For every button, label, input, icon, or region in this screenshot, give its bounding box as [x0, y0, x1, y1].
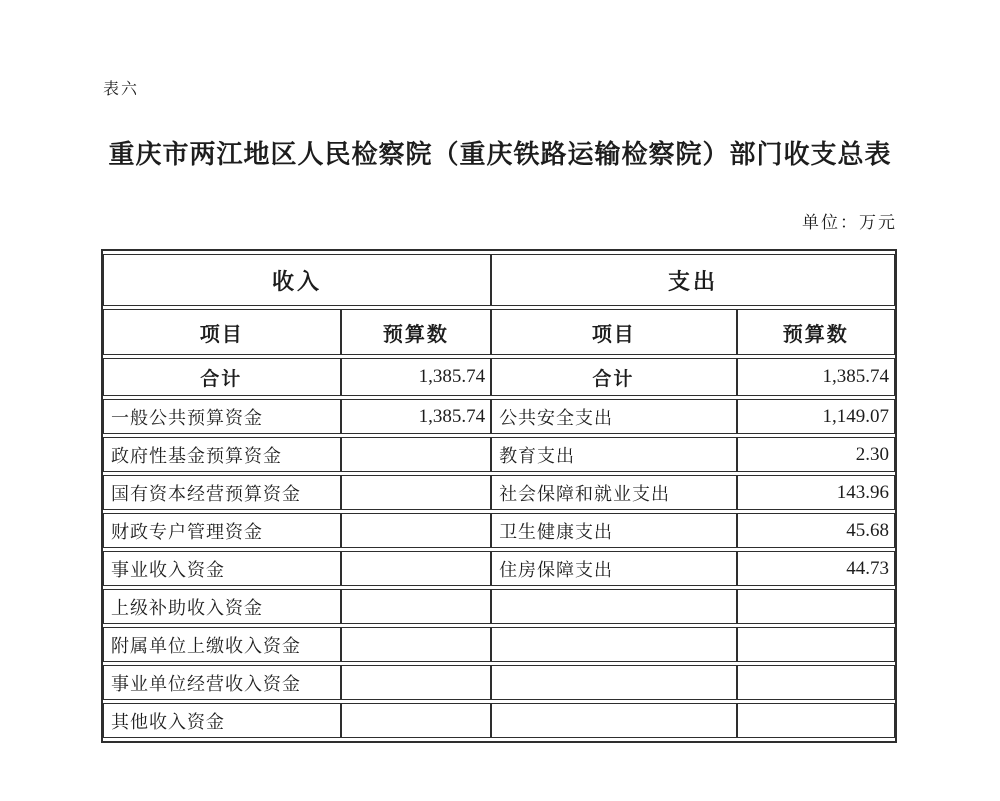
expense-item-header: 项目 [491, 309, 737, 355]
income-item-cell: 国有资本经营预算资金 [103, 475, 341, 510]
income-budget-cell [341, 665, 491, 700]
budget-table [101, 249, 897, 743]
income-item-cell: 附属单位上缴收入资金 [103, 627, 341, 662]
table-row [103, 475, 895, 510]
income-budget-cell [341, 627, 491, 662]
income-budget-cell [341, 437, 491, 472]
expense-budget-cell: 1,149.07 [737, 399, 895, 434]
expense-item-cell: 卫生健康支出 [491, 513, 737, 548]
expense-item-cell: 公共安全支出 [491, 399, 737, 434]
column-header-row [103, 309, 895, 355]
expense-item-cell: 教育支出 [491, 437, 737, 472]
table-row [103, 551, 895, 586]
income-item-cell: 事业单位经营收入资金 [103, 665, 341, 700]
expense-section-header: 支出 [491, 254, 895, 306]
expense-budget-cell: 1,385.74 [737, 358, 895, 396]
income-item-cell: 其他收入资金 [103, 703, 341, 738]
section-header-row [103, 254, 895, 306]
income-budget-cell [341, 703, 491, 738]
income-budget-cell [341, 475, 491, 510]
expense-budget-cell [737, 589, 895, 624]
income-budget-cell [341, 589, 491, 624]
page-title: 重庆市两江地区人民检察院（重庆铁路运输检察院）部门收支总表 [108, 140, 892, 169]
expense-budget-cell [737, 703, 895, 738]
table-row [103, 437, 895, 472]
expense-item-cell [491, 589, 737, 624]
income-budget-cell: 1,385.74 [341, 399, 491, 434]
expense-budget-header: 预算数 [737, 309, 895, 355]
table-row [103, 627, 895, 662]
expense-budget-cell: 2.30 [737, 437, 895, 472]
expense-item-cell [491, 665, 737, 700]
income-budget-cell [341, 513, 491, 548]
income-section-header: 收入 [103, 254, 491, 306]
income-budget-header: 预算数 [341, 309, 491, 355]
income-budget-cell [341, 551, 491, 586]
table-row [103, 513, 895, 548]
income-budget-cell: 1,385.74 [341, 358, 491, 396]
expense-item-cell [491, 627, 737, 662]
table-row [103, 399, 895, 434]
expense-budget-cell [737, 665, 895, 700]
income-item-cell: 财政专户管理资金 [103, 513, 341, 548]
expense-budget-cell [737, 627, 895, 662]
table-row [103, 703, 895, 738]
income-item-header: 项目 [103, 309, 341, 355]
income-item-cell: 政府性基金预算资金 [103, 437, 341, 472]
expense-item-cell: 合计 [491, 358, 737, 396]
income-item-cell: 上级补助收入资金 [103, 589, 341, 624]
expense-budget-cell: 45.68 [737, 513, 895, 548]
expense-budget-cell: 143.96 [737, 475, 895, 510]
total-row [103, 358, 895, 396]
income-item-cell: 事业收入资金 [103, 551, 341, 586]
expense-item-cell: 住房保障支出 [491, 551, 737, 586]
expense-item-cell: 社会保障和就业支出 [491, 475, 737, 510]
expense-budget-cell: 44.73 [737, 551, 895, 586]
expense-item-cell [491, 703, 737, 738]
table-number-label: 表六 [103, 81, 140, 98]
income-item-cell: 一般公共预算资金 [103, 399, 341, 434]
income-item-cell: 合计 [103, 358, 341, 396]
table-row [103, 589, 895, 624]
unit-note: 单位：万元 [802, 213, 897, 232]
table-row [103, 665, 895, 700]
